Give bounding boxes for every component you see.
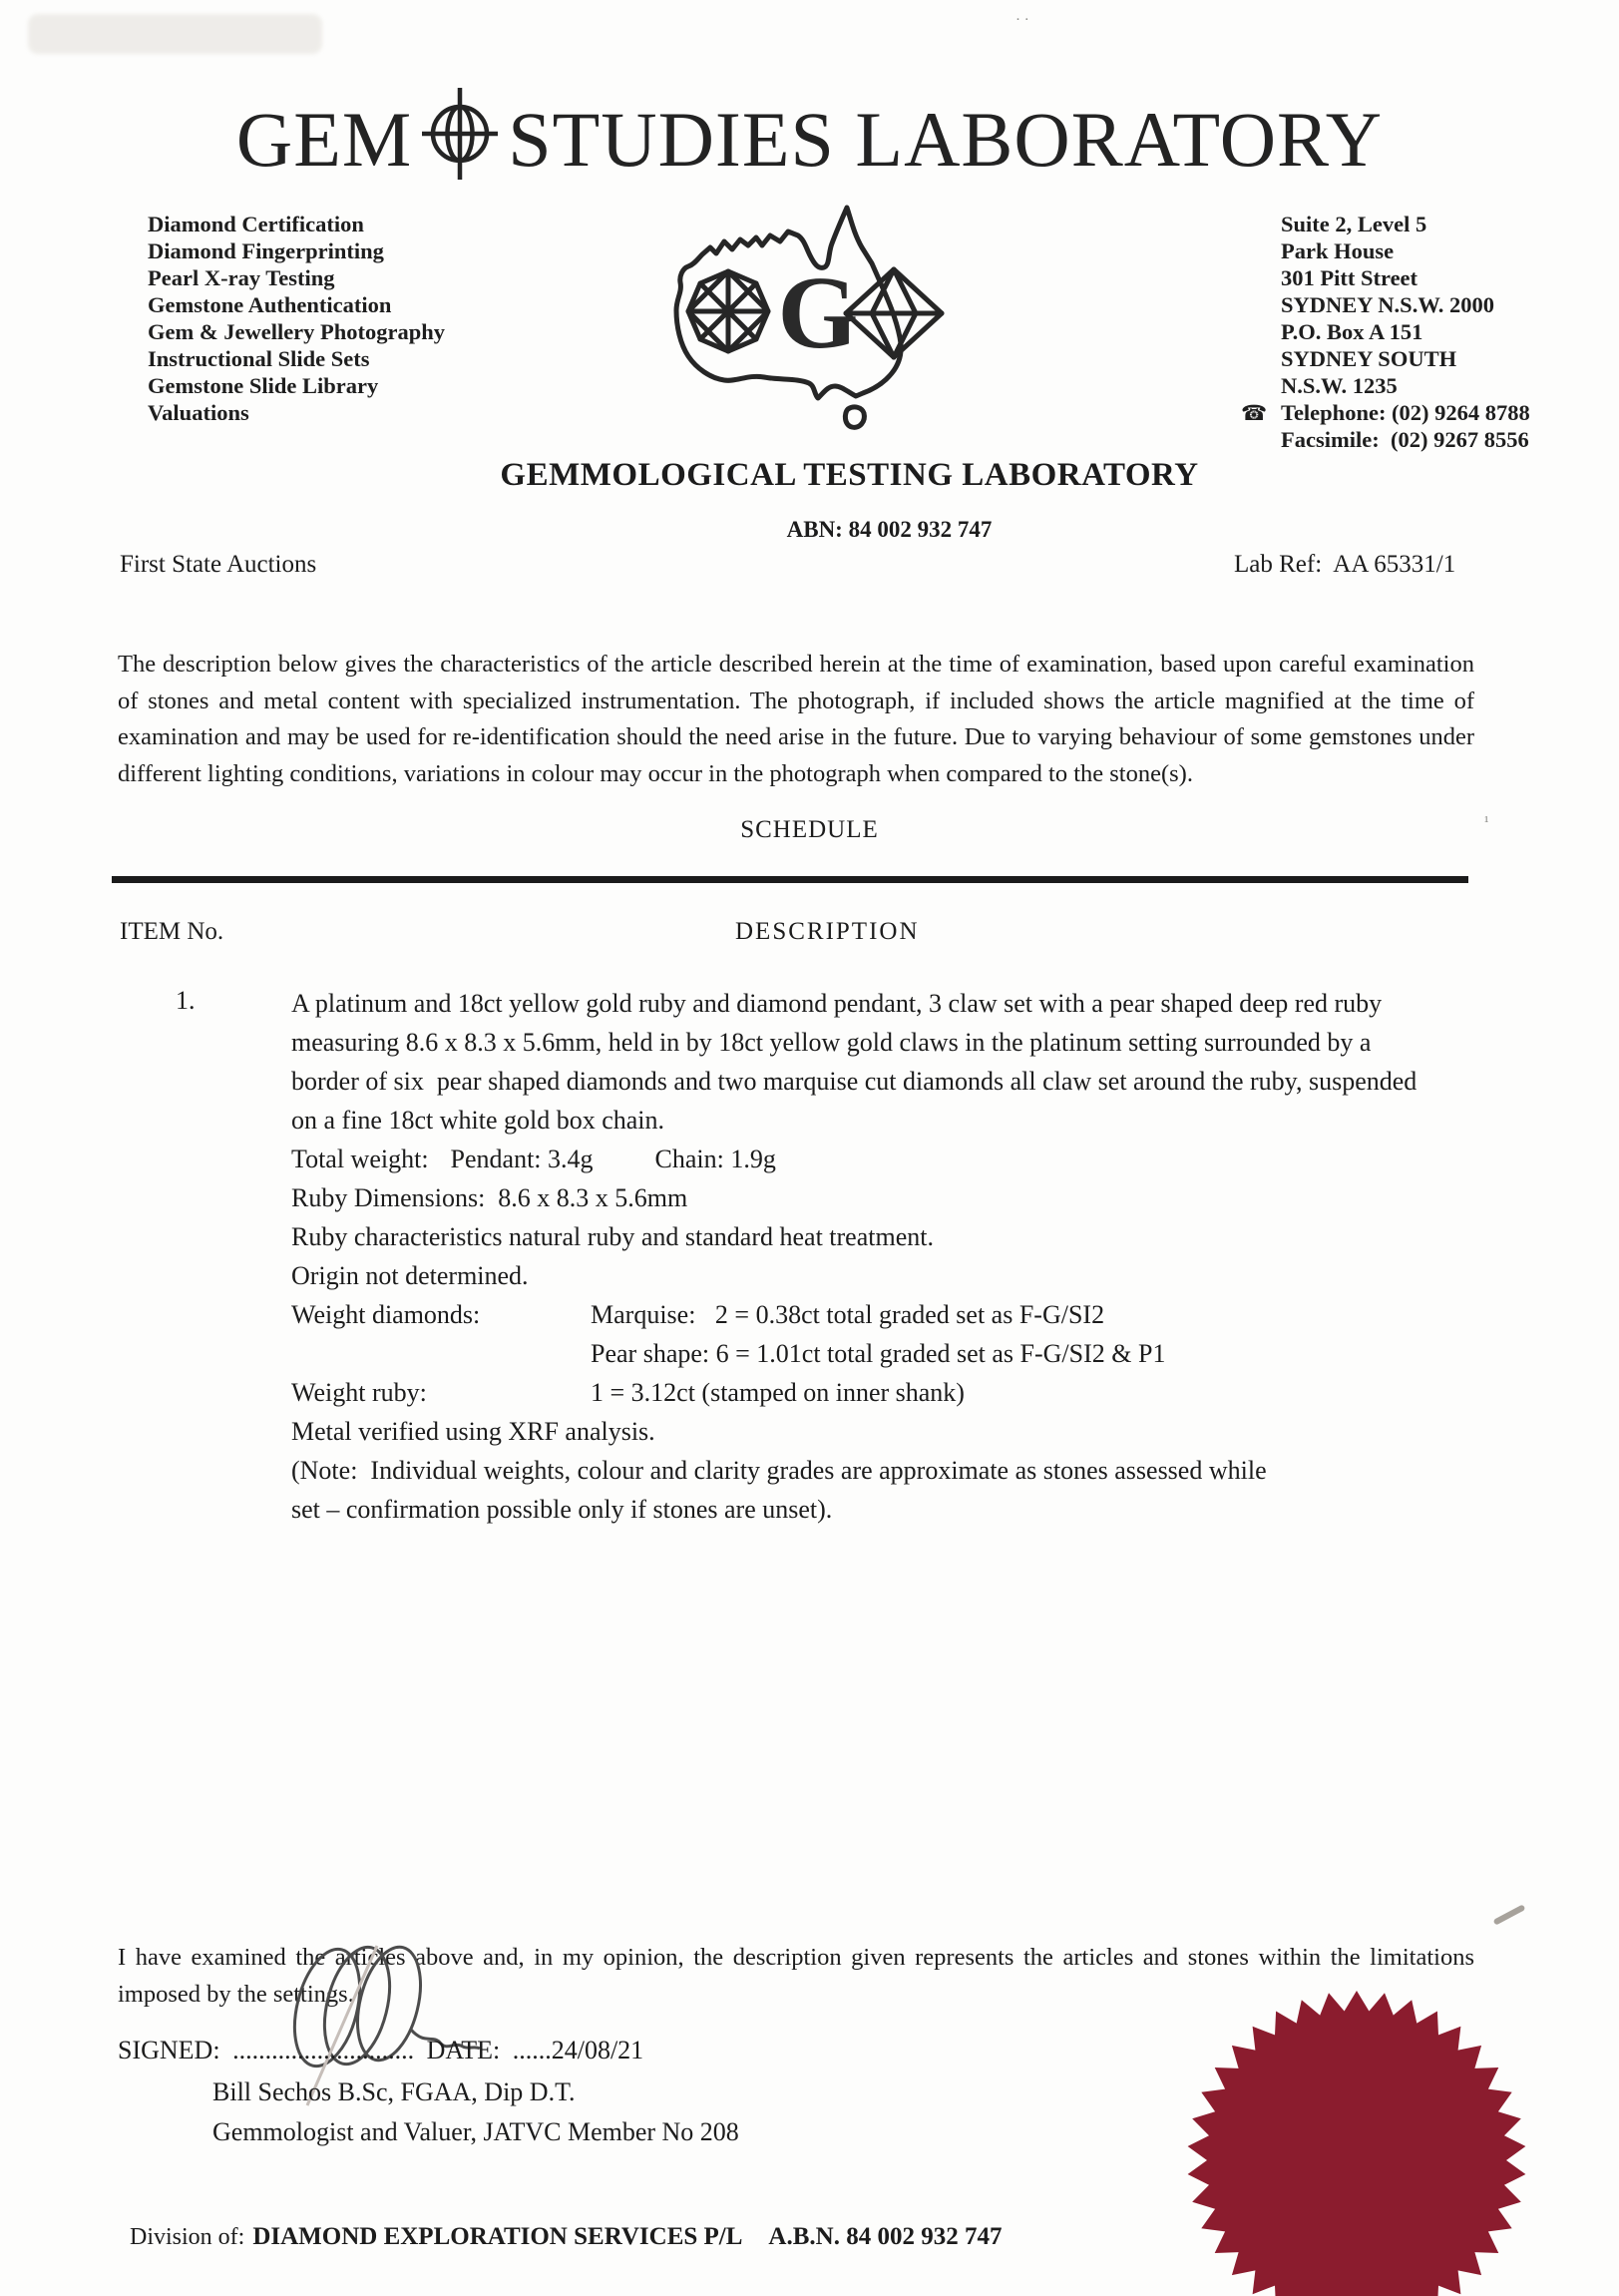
- item-no-header: ITEM No.: [120, 918, 224, 945]
- total-weight-pendant: Pendant: 3.4g: [450, 1145, 594, 1173]
- service-item: Instructional Slide Sets: [148, 346, 370, 371]
- division-label: Division of:: [130, 2224, 245, 2250]
- service-item: Valuations: [148, 400, 249, 425]
- service-item: Diamond Certification: [148, 212, 364, 236]
- address-line: SYDNEY SOUTH: [1281, 346, 1457, 371]
- address-line: P.O. Box A 151: [1281, 319, 1423, 344]
- ruby-dimensions-line: Ruby Dimensions: 8.6 x 8.3 x 5.6mm: [291, 1183, 688, 1212]
- lab-ref: Lab Ref: AA 65331/1: [1234, 551, 1456, 578]
- schedule-title: SCHEDULE: [740, 816, 879, 843]
- ruby-characteristics-line: Ruby characteristics natural ruby and standard heat treatment.: [291, 1222, 934, 1251]
- octahedron-gem-icon: [846, 269, 942, 357]
- signed-date-line: [118, 2036, 649, 2066]
- metal-verified-line: Metal verified using XRF analysis.: [291, 1417, 655, 1446]
- scan-artifact: ¹: [1484, 814, 1489, 830]
- red-seal: [1183, 1989, 1530, 2296]
- address-line: N.S.W. 1235: [1281, 373, 1398, 398]
- scan-artifact: · ·: [1015, 12, 1029, 28]
- weight-marquise: Marquise: 2 = 0.38ct total graded set as F-G/SI2: [591, 1300, 1105, 1329]
- page-title: [0, 88, 1619, 185]
- service-item: Pearl X-ray Testing: [148, 265, 335, 290]
- division-line: [130, 2223, 1002, 2251]
- item-description: A platinum and 18ct yellow gold ruby and diamond pendant, 3 claw set with a pear shaped deep red ruby measuring 8.6 x 8.3 x 5.6mm, held in by 18ct yellow gold claws in the platinum setting surrounded by a border of six pear shaped diamonds and two marquise cut diamonds all claw set around the ruby, suspended on a fine 18ct white gold box chain.: [291, 989, 1423, 1135]
- origin-line: Origin not determined.: [291, 1261, 529, 1290]
- scan-smudge: [28, 14, 322, 54]
- total-weight-line: [291, 1140, 1438, 1178]
- address-line: Park House: [1281, 238, 1395, 263]
- brand-rest: STUDIES LABORATORY: [508, 96, 1384, 183]
- weight-ruby-value: 1 = 3.12ct (stamped on inner shank): [591, 1378, 965, 1407]
- description-header: DESCRIPTION: [735, 918, 920, 945]
- division-abn: A.B.N. 84 002 932 747: [768, 2223, 1003, 2250]
- australia-map-logo: [650, 196, 980, 447]
- weight-diamonds-label: Weight diamonds:: [291, 1300, 481, 1329]
- globe-crosshair-icon: [422, 88, 498, 180]
- client-name: First State Auctions: [120, 551, 317, 578]
- lab-subtitle: GEMMOLOGICAL TESTING LABORATORY: [500, 457, 1199, 493]
- address-line: Suite 2, Level 5: [1281, 212, 1427, 236]
- telephone-icon: ☎: [1241, 401, 1268, 425]
- service-item: Diamond Fingerprinting: [148, 238, 384, 263]
- item-number: 1.: [176, 986, 196, 1015]
- division-company: DIAMOND EXPLORATION SERVICES P/L: [252, 2223, 743, 2250]
- address-block: [1241, 211, 1530, 453]
- signed-label: SIGNED:: [118, 2036, 220, 2065]
- signatory-title: Gemmologist and Valuer, JATVC Member No 208: [212, 2117, 739, 2146]
- weight-ruby-label: Weight ruby:: [291, 1378, 427, 1407]
- facsimile-line: Facsimile: (02) 9267 8556: [1281, 427, 1529, 452]
- intro-paragraph: The description below gives the characteristics of the article described herein at the time of examination, based upon careful examination of stones and metal content with specialized instrumentation. The photograph, if included shows the article magnified at the time of examination and may be used for re-identification should the need arise in the future. Due to varying behaviour of some gemstones under different lighting conditions, variations in colour may occur in the photograph when compared to the stone(s).: [118, 651, 1474, 787]
- weights-grid: [291, 1295, 1438, 1412]
- service-item: Gemstone Authentication: [148, 292, 392, 317]
- address-line: SYDNEY N.S.W. 2000: [1281, 292, 1495, 317]
- service-item: Gemstone Slide Library: [148, 373, 379, 398]
- address-line: 301 Pitt Street: [1281, 265, 1418, 290]
- signatory-name: Bill Sechos B.Sc, FGAA, Dip D.T.: [212, 2077, 576, 2106]
- services-list: [148, 211, 445, 426]
- abn-line: ABN: 84 002 932 747: [786, 517, 993, 542]
- telephone-number: Telephone: (02) 9264 8788: [1281, 400, 1530, 425]
- date-label: DATE:: [426, 2036, 501, 2065]
- declaration-paragraph: I have examined the articles above and, in my opinion, the description given represents the articles and stones within the limitations imposed by the settings.: [118, 1944, 1474, 2008]
- scan-artifact: [1493, 1904, 1526, 1925]
- total-weight-chain: Chain: 1.9g: [654, 1145, 776, 1173]
- weights-grid-spacer: [291, 1334, 591, 1373]
- brand-gem: GEM: [235, 96, 413, 183]
- date-value: ......24/08/21: [512, 2036, 644, 2065]
- round-gem-icon: [688, 271, 768, 351]
- seal-starburst: [1188, 1991, 1526, 2296]
- divider-rule: [112, 876, 1468, 883]
- weight-pear: Pear shape: 6 = 1.01ct total graded set as F-G/SI2 & P1: [591, 1339, 1166, 1368]
- telephone-line: [1241, 399, 1530, 426]
- item-description-block: [291, 984, 1438, 1529]
- signature-dots: ............................: [232, 2036, 415, 2065]
- total-weight-label: Total weight:: [291, 1145, 429, 1173]
- note-paragraph: (Note: Individual weights, colour and clarity grades are approximate as stones assessed while set – confirmation possible only if stones are unset).: [291, 1456, 1274, 1524]
- tasmania-outline: [845, 407, 864, 427]
- logo-letter-g: G: [777, 255, 859, 370]
- service-item: Gem & Jewellery Photography: [148, 319, 446, 344]
